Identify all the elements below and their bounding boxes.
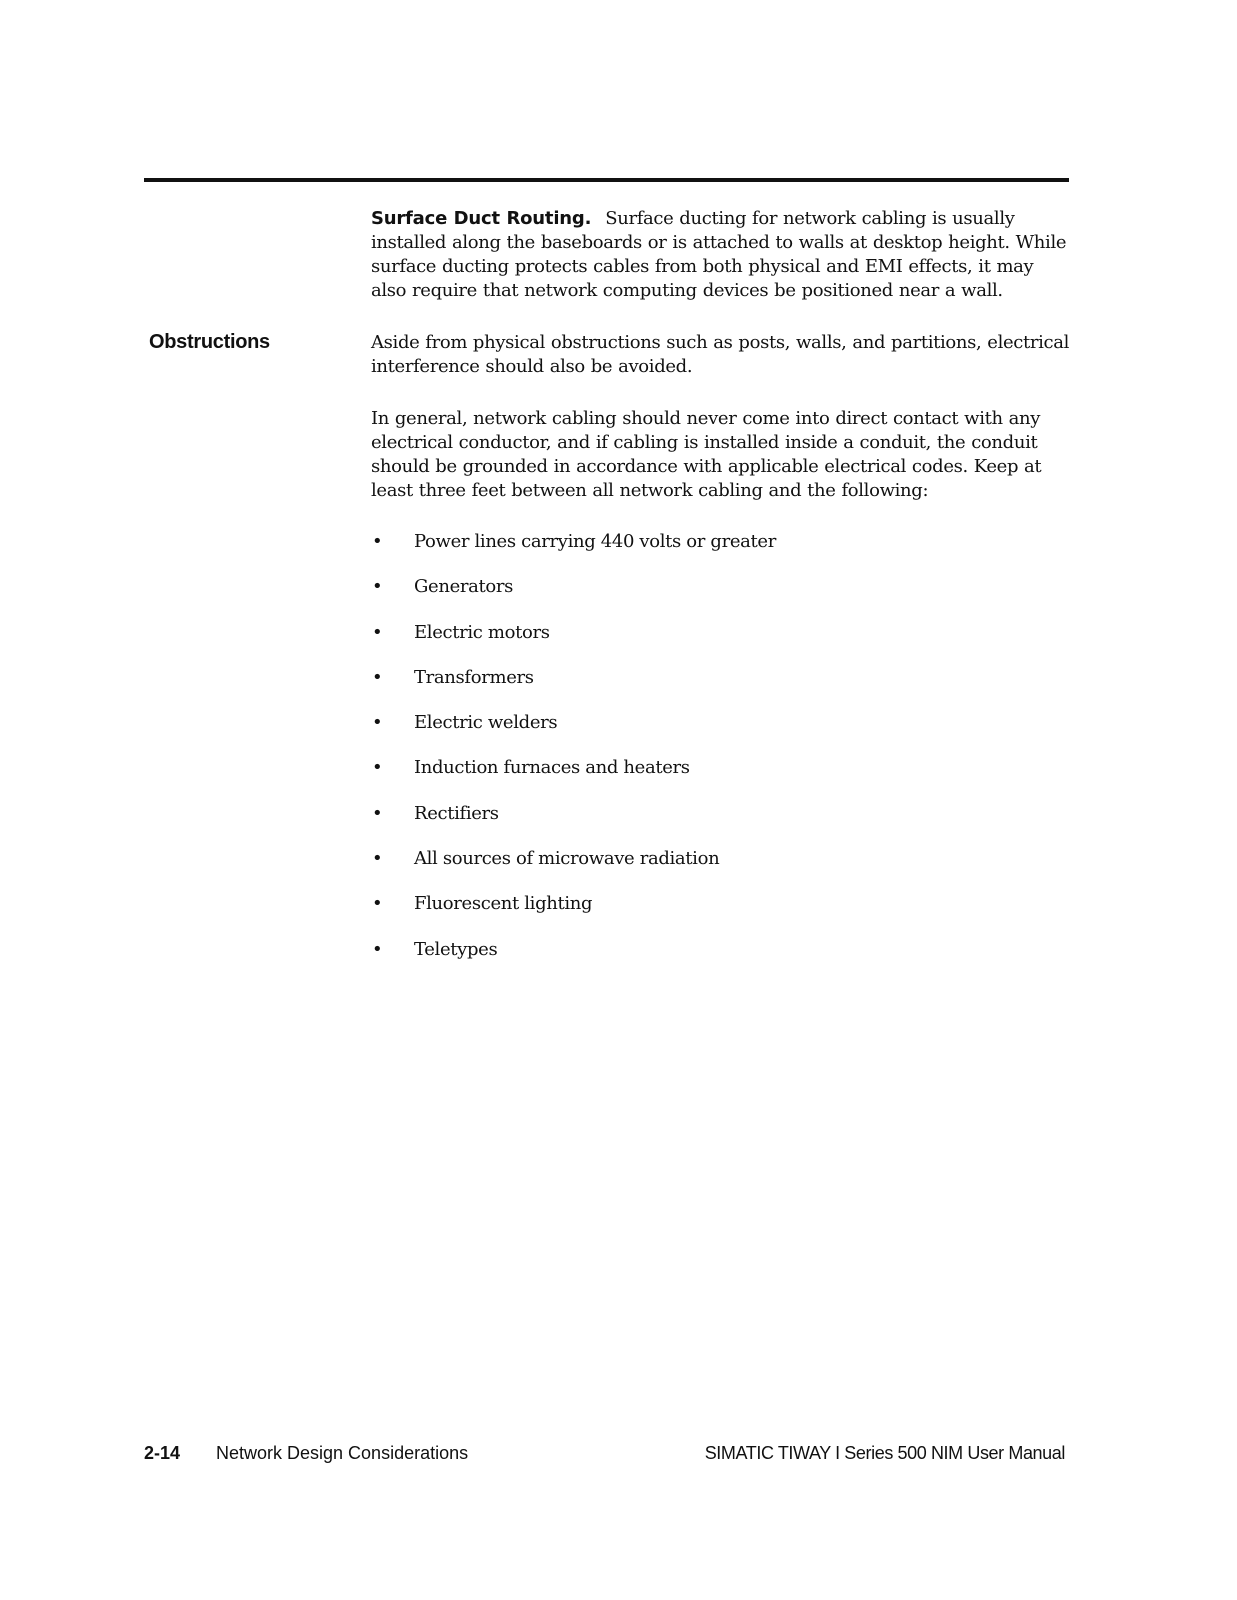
header-rule [144,178,1069,182]
footer-manual-title: SIMATIC TIWAY I Series 500 NIM User Manual [704,1443,1065,1463]
list-item-text: Generators [414,576,514,598]
list-item-text: Electric welders [414,712,558,734]
bullet-dot-icon: • [372,848,383,870]
list-item-text: Rectifiers [414,802,499,824]
bullet-dot-icon: • [372,712,383,734]
list-item-text: Power lines carrying 440 volts or greater [414,531,776,552]
footer-page-number: 2-14 [144,1443,181,1463]
bullet-dot-icon: • [372,531,383,552]
footer-chapter-title: Network Design Considerations [216,1443,469,1463]
surface-duct-lead-in: Surface Duct Routing. [371,208,592,229]
obstructions-heading: Obstructions [149,331,270,353]
list-item-text: Transformers [414,666,534,688]
obstructions-paragraph-1: Aside from physical obstructions such as posts, walls, and partitions, electrical interference should also be avoided. [371,332,1070,377]
bullet-dot-icon: • [372,938,383,960]
bullet-dot-icon: • [372,757,383,779]
list-item-text: Induction furnaces and heaters [414,757,690,779]
list-item-text: Teletypes [414,938,498,960]
obstructions-paragraph-2: In general, network cabling should never come into direct contact with any electrical conductor, and if cabling is installed inside a conduit, the conduit should be grounded in accordance with applicable electrical codes. Keep at least three feet between all network cabling and the following: [371,408,1042,501]
surface-duct-paragraph [371,207,1071,303]
bullet-dot-icon: • [372,621,383,643]
bullet-dot-icon: • [372,893,383,915]
list-item-text: Fluorescent lighting [414,893,593,915]
list-item-text: Electric motors [414,621,550,643]
bullet-dot-icon: • [372,576,383,598]
bullet-dot-icon: • [372,666,383,688]
bullet-dot-icon: • [372,802,383,824]
surface-duct-text: Surface ducting for network cabling is usually installed along the baseboards or is attached to walls at desktop height. While surface ducting protects cables from both physical and EMI effects, it may also require that network computing devices be positioned near a wall. [371,208,1067,301]
list-item-text: All sources of microwave radiation [414,848,720,870]
